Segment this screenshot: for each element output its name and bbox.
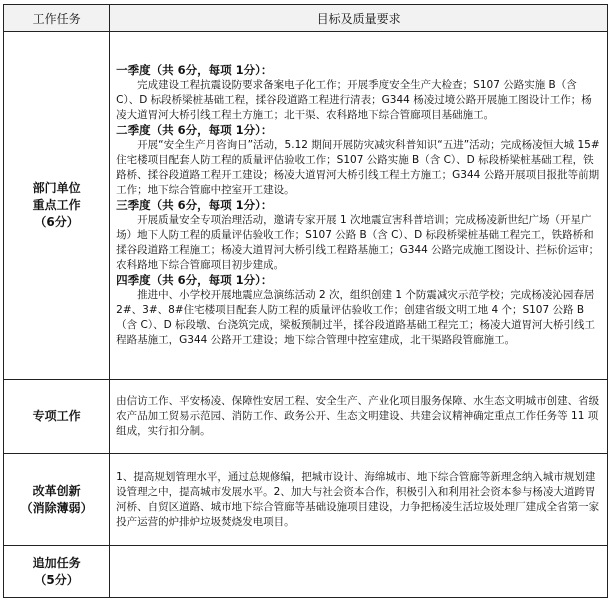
goals-cell: [110, 32, 608, 380]
task-label-2: 重点工作: [32, 198, 81, 212]
goals-body: 由信访工作、平安杨凌、保障性安居工程、安全生产、产业化项目服务保障、水生态文明城市创建、省级农产品加工贸易示范园、消防工作、政务公开、生态文明建设、共建会议精神确定重点工作任务等 11 项组成，实行扣分制。: [116, 395, 600, 437]
header-goals: 目标及质量要求: [110, 5, 608, 32]
table-row: [4, 454, 608, 546]
goals-body: 1、提高规划管理水平，通过总规修编，把城市设计、海绵城市、地下综合管廊等新理念纳入城市规划建设管理之中，提高城市发展水平。2、加大与社会资本合作，积极引入和利用社会资本参与杨凌大道跨胃河桥、自贸区道路、城市地下综合管廊等基础设施项目建设，力争把杨凌生活垃圾处理厂建成全省第一家投产运营的炉排炉垃圾焚烧发电项目。: [116, 470, 600, 528]
task-cell: [4, 380, 110, 454]
task-label-1: 部门单位: [32, 181, 81, 195]
table-header-row: [4, 5, 608, 32]
quarter-title: 一季度（共 6分，每项 1分）：: [116, 63, 273, 77]
goals-cell: [110, 380, 608, 454]
quarter-title: 三季度（共 6分，每项 1分）：: [116, 198, 273, 212]
task-label: 追加任务: [32, 555, 81, 570]
goals-cell: [110, 546, 608, 598]
task-cell: [4, 546, 110, 598]
goals-cell: [110, 454, 608, 546]
task-cell: [4, 454, 110, 546]
table-row: [4, 32, 608, 380]
task-table: [3, 4, 608, 598]
quarter-body: 完成建设工程抗震设防要求备案电子化工作；开展季度安全生产大检查；S107 公路实施 B（含 C）、D 标段桥梁桩基础工程，揉谷段道路工程进行清表；G344 杨凌过境公路开展施工图设计工作；杨凌大道胃河大桥引线工程土方施工；北干渠、农科路地下综合管廊项目基础施工。: [116, 79, 592, 121]
task-sublabel: （消除薄弱）: [20, 500, 93, 515]
quarter-title: 四季度（共 6分，每项 1分）：: [116, 273, 273, 287]
table-row: [4, 380, 608, 454]
table-row: [4, 546, 608, 598]
quarter-title: 二季度（共 6分，每项 1分）：: [116, 123, 273, 137]
quarter-body: 推进中、小学校开展地震应急演练活动 2 次，组织创建 1 个防震减灾示范学校；完成杨凌沁园春居 2#、3#、8#住宅楼项目配套人防工程的质量评估验收工作；创建省级文明工地 4 个；S107 公路 B（含 C）、D 标段墩、台浇筑完成，梁板预制过半，揉谷段道路基础工程完工；杨凌大道胃河大桥引线工程路基施工，G344 公路开工建设；地下综合管理中控室建成，北干渠路段管廊施工。: [116, 289, 596, 346]
quarter-body: 开展质量安全专项治理活动，邀请专家开展 1 次地震宣害科普培训；完成杨凌新世纪广场（开星广场）地下人防工程的质量评估验收工作；S107 公路 B（含 C）、D 标段桥梁桩基础工程完工，铁路桥和揉谷段道路工程施工；杨凌大道胃河大桥引线工程路基施工；G344 公路完成施工图设计、拦标价运审；农科路地下综合管廊项目初步建成。: [116, 214, 600, 271]
task-cell: [4, 32, 110, 380]
header-task: 工作任务: [4, 5, 110, 32]
quarter-body: 开展“安全生产月咨询日”活动，5.12 期间开展防灾减灾科普知识“五进”活动；完成杨凌恒大城 15#住宅楼项目配套人防工程的质量评估验收工作；S107 公路实施 B（含 C）、D 标段桥梁桩基础工程，铁路桥、揉谷段道路工程开工建设；杨凌大道胃河大桥引线工程土方施工；G344 公路开展项目报批等前期工作；地下综合管廊中控室开工建设。: [116, 139, 600, 196]
task-score: （6分）: [34, 215, 79, 229]
task-label: 专项工作: [32, 409, 81, 423]
task-label: 改革创新: [32, 483, 81, 498]
task-score: （5分）: [34, 572, 79, 587]
